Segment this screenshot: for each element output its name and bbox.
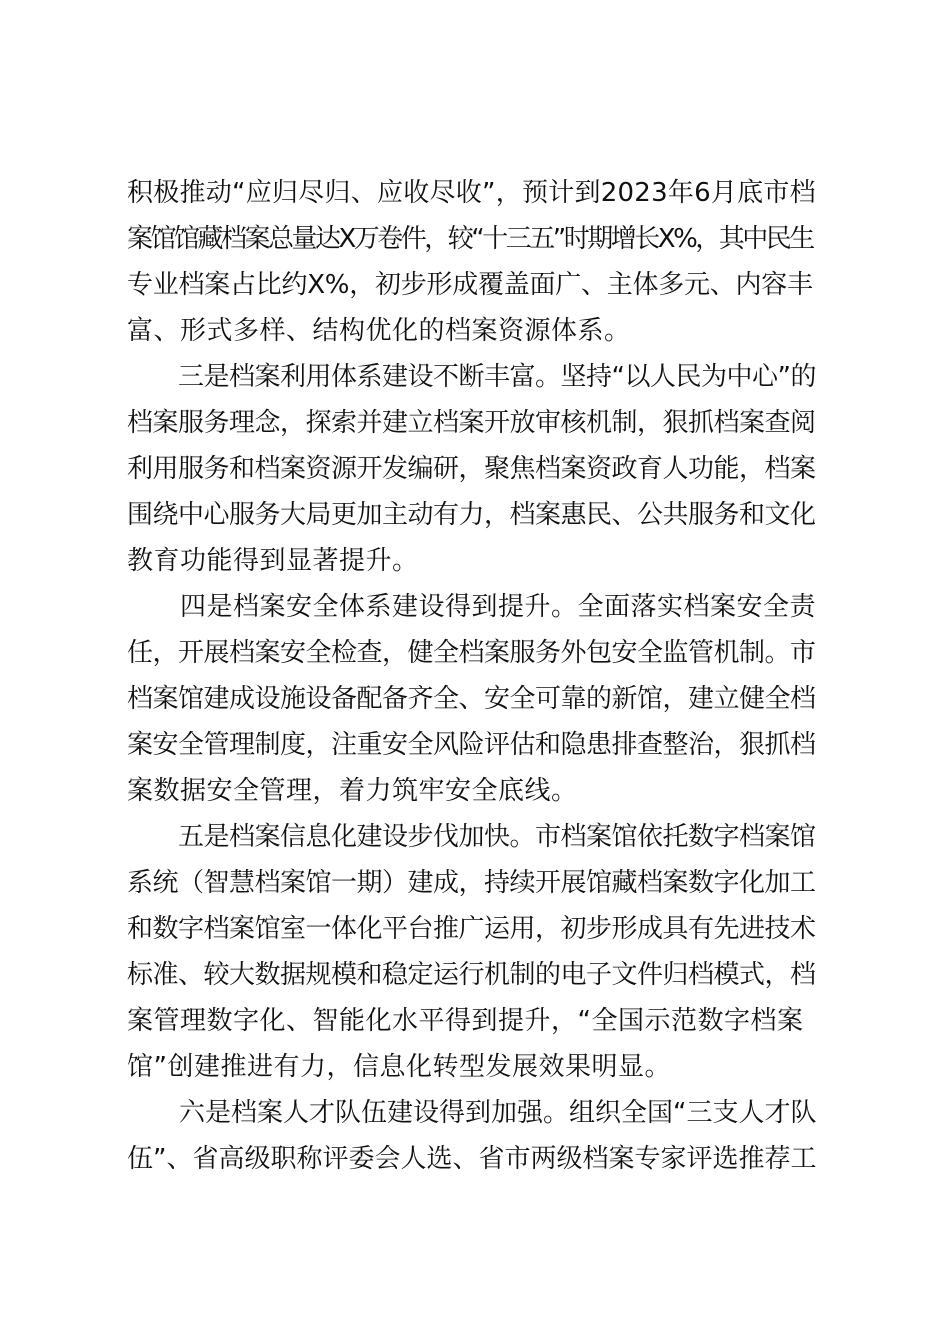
- paragraph-talent: [127, 1090, 819, 1182]
- text-line: 富、形式多样、结构优化的档案资源体系。: [127, 316, 631, 346]
- text-line: 专业档案占比约X%，初步形成覆盖面广、主体多元、内容丰: [127, 270, 813, 300]
- paragraph-security: [127, 584, 819, 814]
- text-line: 三是档案利用体系建设不断丰富。坚持“以人民为中心”的: [127, 362, 816, 392]
- paragraph-utilization: [127, 354, 819, 584]
- text-line: 利用服务和档案资源开发编研，聚焦档案资政育人功能，档案: [127, 454, 816, 484]
- text-line: 案馆馆藏档案总量达X万卷件，较“十三五”时期增长X%，其中民生: [127, 224, 813, 254]
- text-line: 馆”创建推进有力，信息化转型发展效果明显。: [127, 1052, 671, 1082]
- text-line: 标准、较大数据规模和稳定运行机制的电子文件归档模式，档: [127, 960, 816, 990]
- body-text: [127, 170, 819, 1182]
- text-line: 案管理数字化、智能化水平得到提升，“全国示范数字档案: [127, 1006, 804, 1036]
- paragraph-resources: [127, 170, 819, 354]
- text-line: 积极推动“应归尽归、应收尽收”，预计到2023年6月底市档: [127, 178, 816, 208]
- text-line: 档案馆建成设施设备配备齐全、安全可靠的新馆，建立健全档: [127, 684, 816, 714]
- text-line: 任，开展档案安全检查，健全档案服务外包安全监管机制。市: [127, 638, 816, 668]
- text-line: 系统（智慧档案馆一期）建成，持续开展馆藏档案数字化加工: [127, 868, 816, 898]
- text-line: 围绕中心服务大局更加主动有力，档案惠民、公共服务和文化: [127, 500, 816, 530]
- text-line: 和数字档案馆室一体化平台推广运用，初步形成具有先进技术: [127, 914, 816, 944]
- text-line: 四是档案安全体系建设得到提升。全面落实档案安全责: [127, 592, 817, 622]
- text-line: 伍”、省高级职称评委会人选、省市两级档案专家评选推荐工: [127, 1144, 817, 1174]
- text-line: 六是档案人才队伍建设得到加强。组织全国“三支人才队: [127, 1098, 817, 1128]
- text-line: 五是档案信息化建设步伐加快。市档案馆依托数字档案馆: [127, 822, 816, 852]
- paragraph-informatization: [127, 814, 819, 1090]
- text-line: 案安全管理制度，注重安全风险评估和隐患排查整治，狠抓档: [127, 730, 816, 760]
- text-line: 案数据安全管理，着力筑牢安全底线。: [127, 776, 578, 806]
- text-line: 教育功能得到显著提升。: [127, 546, 419, 576]
- text-line: 档案服务理念，探索并建立档案开放审核机制，狠抓档案查阅: [127, 408, 816, 438]
